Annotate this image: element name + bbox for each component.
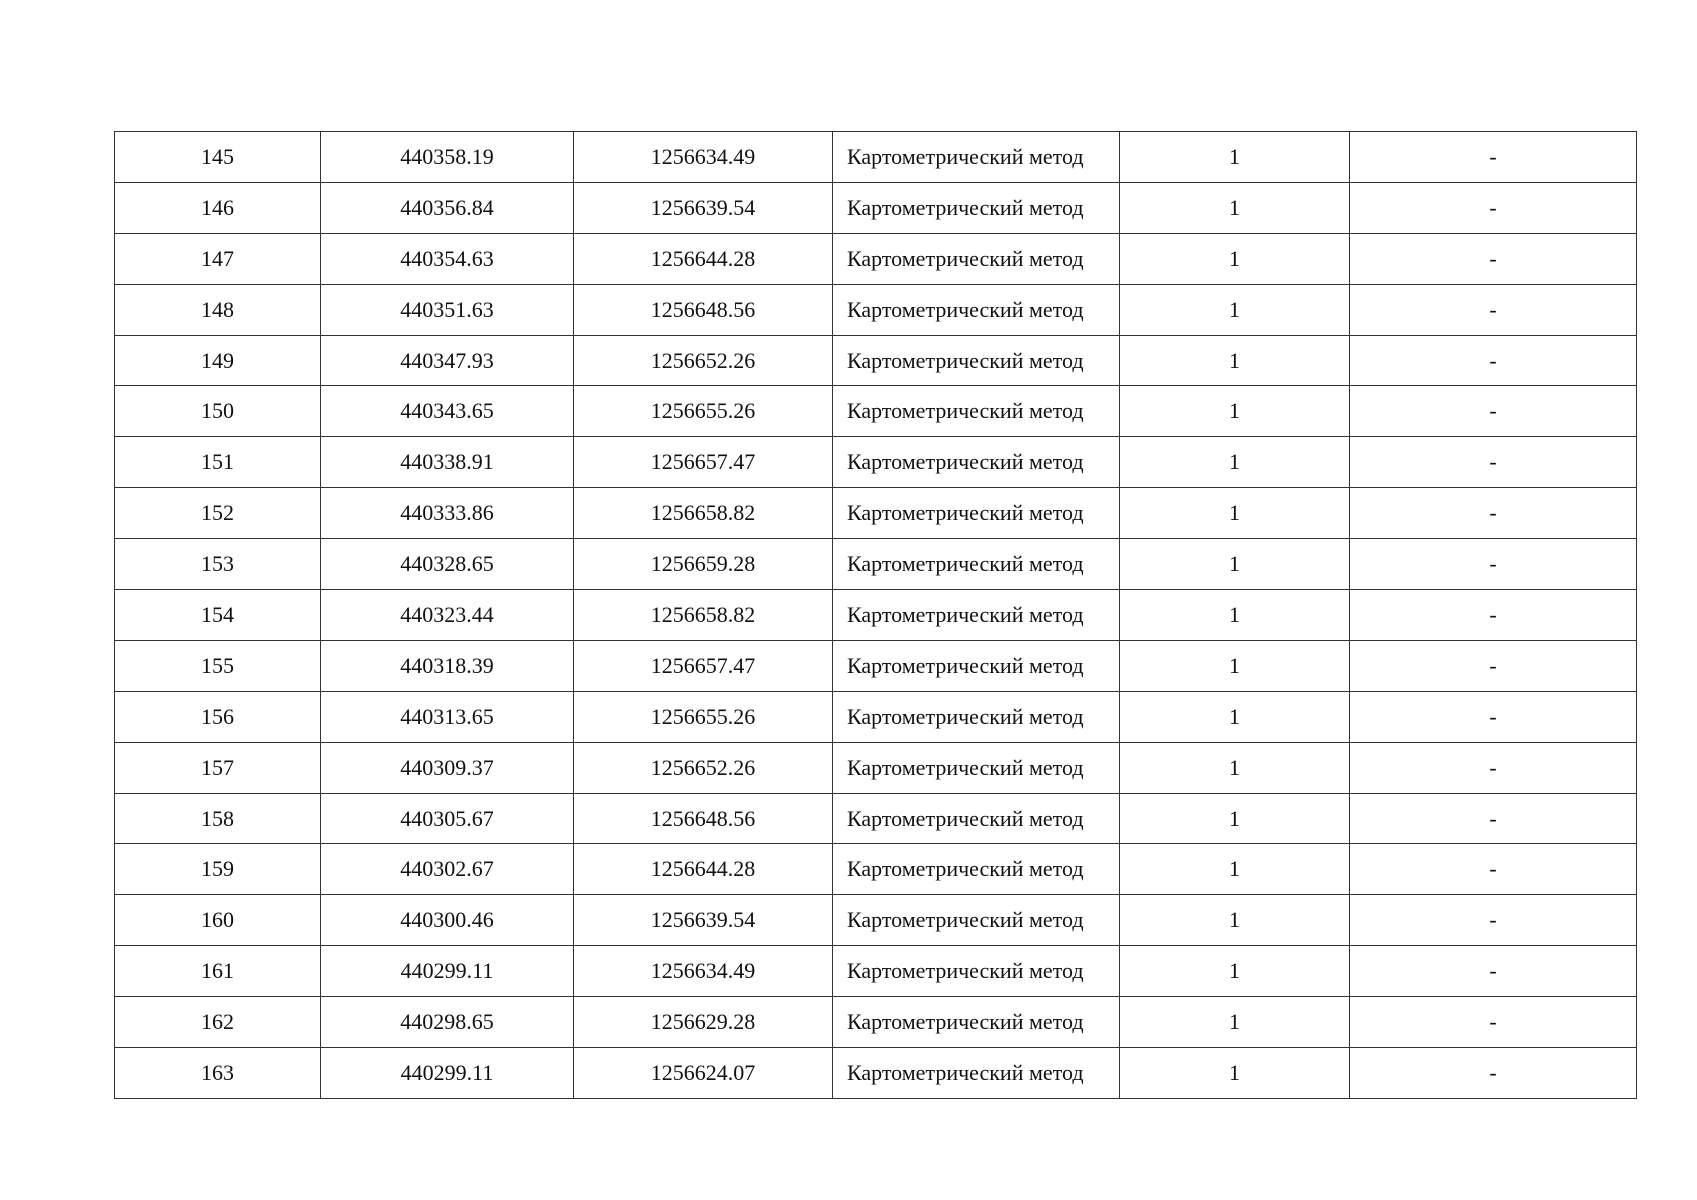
- method-cell: Картометрический метод: [833, 284, 1120, 335]
- method-cell: Картометрический метод: [833, 691, 1120, 742]
- table-row: [115, 233, 1637, 284]
- method-cell: Картометрический метод: [833, 488, 1120, 539]
- accuracy-cell: 1: [1120, 132, 1350, 183]
- x-coordinate-cell: 440351.63: [321, 284, 574, 335]
- accuracy-cell: 1: [1120, 997, 1350, 1048]
- table-row: [115, 590, 1637, 641]
- method-cell: Картометрический метод: [833, 182, 1120, 233]
- x-coordinate-cell: 440302.67: [321, 844, 574, 895]
- y-coordinate-cell: 1256658.82: [574, 590, 833, 641]
- description-cell: -: [1350, 539, 1637, 590]
- description-cell: -: [1350, 284, 1637, 335]
- method-cell: Картометрический метод: [833, 1048, 1120, 1099]
- y-coordinate-cell: 1256652.26: [574, 742, 833, 793]
- accuracy-cell: 1: [1120, 844, 1350, 895]
- table-row: [115, 793, 1637, 844]
- description-cell: -: [1350, 233, 1637, 284]
- method-cell: Картометрический метод: [833, 539, 1120, 590]
- description-cell: -: [1350, 844, 1637, 895]
- coordinates-table: [114, 131, 1637, 1099]
- point-number-cell: 145: [115, 132, 321, 183]
- x-coordinate-cell: 440356.84: [321, 182, 574, 233]
- description-cell: -: [1350, 997, 1637, 1048]
- table-row: [115, 742, 1637, 793]
- description-cell: -: [1350, 335, 1637, 386]
- description-cell: -: [1350, 691, 1637, 742]
- accuracy-cell: 1: [1120, 895, 1350, 946]
- point-number-cell: 159: [115, 844, 321, 895]
- y-coordinate-cell: 1256634.49: [574, 946, 833, 997]
- accuracy-cell: 1: [1120, 386, 1350, 437]
- table-row: [115, 844, 1637, 895]
- y-coordinate-cell: 1256644.28: [574, 233, 833, 284]
- y-coordinate-cell: 1256655.26: [574, 386, 833, 437]
- method-cell: Картометрический метод: [833, 437, 1120, 488]
- method-cell: Картометрический метод: [833, 946, 1120, 997]
- y-coordinate-cell: 1256639.54: [574, 182, 833, 233]
- y-coordinate-cell: 1256652.26: [574, 335, 833, 386]
- x-coordinate-cell: 440354.63: [321, 233, 574, 284]
- table-row: [115, 946, 1637, 997]
- description-cell: -: [1350, 946, 1637, 997]
- description-cell: -: [1350, 895, 1637, 946]
- y-coordinate-cell: 1256634.49: [574, 132, 833, 183]
- y-coordinate-cell: 1256658.82: [574, 488, 833, 539]
- table-row: [115, 691, 1637, 742]
- accuracy-cell: 1: [1120, 539, 1350, 590]
- y-coordinate-cell: 1256657.47: [574, 437, 833, 488]
- accuracy-cell: 1: [1120, 742, 1350, 793]
- point-number-cell: 163: [115, 1048, 321, 1099]
- accuracy-cell: 1: [1120, 691, 1350, 742]
- accuracy-cell: 1: [1120, 793, 1350, 844]
- coordinates-table-body: [115, 132, 1637, 1099]
- x-coordinate-cell: 440338.91: [321, 437, 574, 488]
- point-number-cell: 150: [115, 386, 321, 437]
- point-number-cell: 157: [115, 742, 321, 793]
- description-cell: -: [1350, 1048, 1637, 1099]
- point-number-cell: 161: [115, 946, 321, 997]
- accuracy-cell: 1: [1120, 335, 1350, 386]
- x-coordinate-cell: 440299.11: [321, 1048, 574, 1099]
- x-coordinate-cell: 440313.65: [321, 691, 574, 742]
- x-coordinate-cell: 440347.93: [321, 335, 574, 386]
- point-number-cell: 146: [115, 182, 321, 233]
- accuracy-cell: 1: [1120, 284, 1350, 335]
- table-row: [115, 1048, 1637, 1099]
- y-coordinate-cell: 1256657.47: [574, 640, 833, 691]
- table-row: [115, 386, 1637, 437]
- method-cell: Картометрический метод: [833, 233, 1120, 284]
- point-number-cell: 151: [115, 437, 321, 488]
- method-cell: Картометрический метод: [833, 640, 1120, 691]
- accuracy-cell: 1: [1120, 640, 1350, 691]
- point-number-cell: 152: [115, 488, 321, 539]
- description-cell: -: [1350, 742, 1637, 793]
- method-cell: Картометрический метод: [833, 844, 1120, 895]
- y-coordinate-cell: 1256624.07: [574, 1048, 833, 1099]
- table-row: [115, 488, 1637, 539]
- method-cell: Картометрический метод: [833, 335, 1120, 386]
- accuracy-cell: 1: [1120, 182, 1350, 233]
- point-number-cell: 153: [115, 539, 321, 590]
- description-cell: -: [1350, 488, 1637, 539]
- description-cell: -: [1350, 132, 1637, 183]
- y-coordinate-cell: 1256659.28: [574, 539, 833, 590]
- method-cell: Картометрический метод: [833, 386, 1120, 437]
- description-cell: -: [1350, 386, 1637, 437]
- table-row: [115, 132, 1637, 183]
- accuracy-cell: 1: [1120, 1048, 1350, 1099]
- accuracy-cell: 1: [1120, 437, 1350, 488]
- point-number-cell: 155: [115, 640, 321, 691]
- x-coordinate-cell: 440305.67: [321, 793, 574, 844]
- x-coordinate-cell: 440328.65: [321, 539, 574, 590]
- accuracy-cell: 1: [1120, 233, 1350, 284]
- point-number-cell: 154: [115, 590, 321, 641]
- table-row: [115, 539, 1637, 590]
- point-number-cell: 160: [115, 895, 321, 946]
- method-cell: Картометрический метод: [833, 793, 1120, 844]
- table-row: [115, 284, 1637, 335]
- point-number-cell: 158: [115, 793, 321, 844]
- table-row: [115, 182, 1637, 233]
- point-number-cell: 147: [115, 233, 321, 284]
- x-coordinate-cell: 440318.39: [321, 640, 574, 691]
- point-number-cell: 162: [115, 997, 321, 1048]
- y-coordinate-cell: 1256629.28: [574, 997, 833, 1048]
- method-cell: Картометрический метод: [833, 132, 1120, 183]
- accuracy-cell: 1: [1120, 590, 1350, 641]
- x-coordinate-cell: 440343.65: [321, 386, 574, 437]
- point-number-cell: 149: [115, 335, 321, 386]
- method-cell: Картометрический метод: [833, 997, 1120, 1048]
- point-number-cell: 156: [115, 691, 321, 742]
- point-number-cell: 148: [115, 284, 321, 335]
- method-cell: Картометрический метод: [833, 590, 1120, 641]
- method-cell: Картометрический метод: [833, 742, 1120, 793]
- table-row: [115, 895, 1637, 946]
- y-coordinate-cell: 1256639.54: [574, 895, 833, 946]
- description-cell: -: [1350, 182, 1637, 233]
- method-cell: Картометрический метод: [833, 895, 1120, 946]
- description-cell: -: [1350, 640, 1637, 691]
- x-coordinate-cell: 440299.11: [321, 946, 574, 997]
- x-coordinate-cell: 440300.46: [321, 895, 574, 946]
- y-coordinate-cell: 1256655.26: [574, 691, 833, 742]
- description-cell: -: [1350, 590, 1637, 641]
- accuracy-cell: 1: [1120, 946, 1350, 997]
- y-coordinate-cell: 1256648.56: [574, 284, 833, 335]
- table-row: [115, 335, 1637, 386]
- table-row: [115, 997, 1637, 1048]
- description-cell: -: [1350, 793, 1637, 844]
- x-coordinate-cell: 440358.19: [321, 132, 574, 183]
- y-coordinate-cell: 1256644.28: [574, 844, 833, 895]
- y-coordinate-cell: 1256648.56: [574, 793, 833, 844]
- x-coordinate-cell: 440323.44: [321, 590, 574, 641]
- table-row: [115, 640, 1637, 691]
- accuracy-cell: 1: [1120, 488, 1350, 539]
- x-coordinate-cell: 440309.37: [321, 742, 574, 793]
- x-coordinate-cell: 440298.65: [321, 997, 574, 1048]
- table-row: [115, 437, 1637, 488]
- description-cell: -: [1350, 437, 1637, 488]
- x-coordinate-cell: 440333.86: [321, 488, 574, 539]
